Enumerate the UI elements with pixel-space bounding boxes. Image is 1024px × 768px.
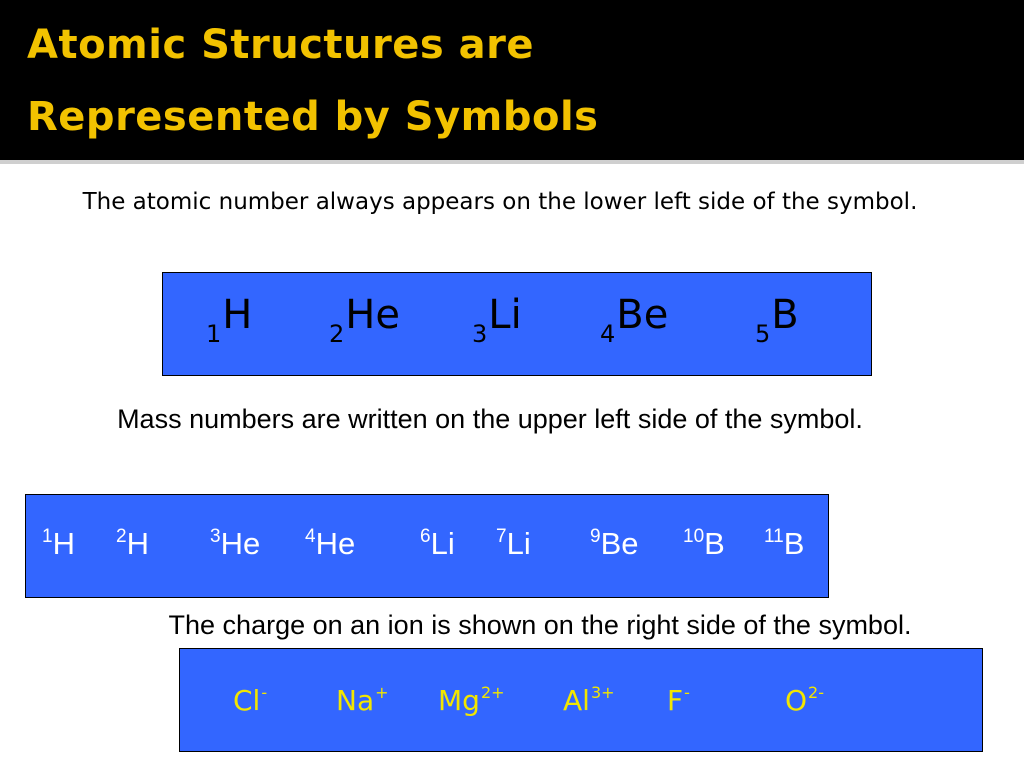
element-symbol: Li (506, 526, 531, 561)
atomic-number-subscript: 1 (206, 320, 222, 348)
atomic-number-box (162, 272, 872, 376)
element-symbol: Al (563, 684, 590, 717)
mass-number-superscript: 7 (496, 526, 507, 547)
atomic-symbol (472, 292, 522, 348)
isotope-symbol (116, 528, 149, 559)
isotope-symbol (42, 528, 75, 559)
element-symbol: Li (430, 526, 455, 561)
mass-number-superscript: 11 (764, 526, 784, 547)
element-symbol: B (704, 526, 725, 561)
atomic-number-caption: The atomic number always appears on the lower left side of the symbol. (82, 189, 918, 215)
element-symbol: H (52, 526, 75, 561)
element-symbol: Li (488, 292, 522, 338)
isotope-symbol (590, 528, 639, 559)
isotope-symbol (420, 528, 455, 559)
isotope-symbol (764, 528, 804, 559)
element-symbol: Be (616, 292, 669, 338)
element-symbol: Mg (438, 684, 480, 717)
isotope-symbol (305, 528, 355, 559)
mass-number-superscript: 2 (116, 526, 127, 547)
ion-charge-caption: The charge on an ion is shown on the right side of the symbol. (168, 610, 912, 640)
element-symbol: Na (336, 684, 375, 717)
mass-number-superscript: 1 (42, 526, 53, 547)
slide-title-line-1: Atomic Structures are (27, 22, 534, 68)
element-symbol: He (345, 292, 400, 338)
atomic-number-subscript: 2 (329, 320, 345, 348)
ion-charge-superscript: - (261, 683, 268, 702)
mass-number-superscript: 3 (210, 526, 221, 547)
atomic-number-subscript: 3 (472, 320, 488, 348)
mass-number-caption: Mass numbers are written on the upper left side of the symbol. (117, 404, 863, 434)
element-symbol: He (315, 526, 356, 561)
ion-charge-superscript: 2- (808, 683, 824, 702)
slide-title-band (0, 0, 1024, 160)
slide-content (0, 164, 1024, 768)
ion-charge-box (179, 648, 983, 752)
element-symbol: H (222, 292, 253, 338)
element-symbol: Cl (233, 684, 261, 717)
mass-number-superscript: 10 (683, 526, 705, 547)
ion-symbol (785, 683, 824, 717)
element-symbol: F (667, 684, 684, 717)
ion-charge-superscript: 3+ (590, 683, 615, 702)
element-symbol: He (220, 526, 261, 561)
atomic-symbol (755, 292, 799, 348)
element-symbol: B (771, 292, 799, 338)
ion-charge-superscript: - (684, 683, 690, 702)
atomic-symbol (206, 292, 253, 348)
slide-title-line-2: Represented by Symbols (27, 94, 599, 140)
mass-number-superscript: 4 (305, 526, 316, 547)
ion-charge-superscript: + (375, 683, 389, 702)
isotope-symbol (683, 528, 725, 559)
mass-number-superscript: 9 (590, 526, 601, 547)
ion-symbol (563, 683, 615, 717)
element-symbol: B (783, 526, 805, 561)
atomic-symbol (329, 292, 400, 348)
mass-number-superscript: 6 (420, 526, 431, 547)
atomic-number-subscript: 4 (600, 320, 616, 348)
element-symbol: H (126, 526, 149, 561)
ion-symbol (233, 683, 268, 717)
atomic-symbol (600, 292, 669, 348)
element-symbol: Be (600, 526, 639, 561)
ion-symbol (438, 683, 505, 717)
mass-number-box (25, 494, 829, 598)
isotope-symbol (210, 528, 260, 559)
element-symbol: O (785, 684, 808, 717)
isotope-symbol (496, 528, 531, 559)
atomic-number-subscript: 5 (755, 320, 771, 348)
ion-symbol (336, 683, 389, 717)
ion-symbol (667, 683, 690, 717)
ion-charge-superscript: 2+ (480, 683, 505, 702)
